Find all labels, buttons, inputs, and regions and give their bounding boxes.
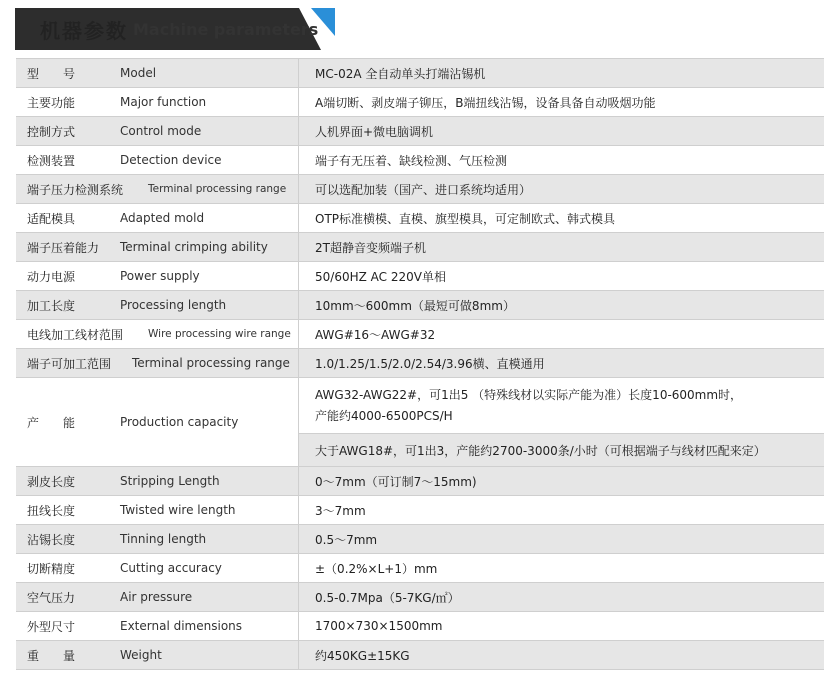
spec-row-processing-length xyxy=(16,291,824,320)
row-value: ±（0.2%×L+1）mm xyxy=(315,561,438,576)
row-label-zh: 电线加工线材范围 xyxy=(27,327,124,342)
title-en: Machine parameters xyxy=(133,19,319,39)
row-label-en: External dimensions xyxy=(120,619,243,633)
row-label-zh: 产 能 xyxy=(27,415,76,430)
spec-row-external-dimensions xyxy=(16,612,824,641)
row-label-zh: 端子可加工范围 xyxy=(27,356,112,371)
row-label-en: Production capacity xyxy=(120,415,239,429)
row-label-zh: 空气压力 xyxy=(27,590,76,605)
row-value: AWG#16～AWG#32 xyxy=(315,327,436,342)
row-label-zh: 扭线长度 xyxy=(27,503,76,518)
row-label-en: Wire processing wire range xyxy=(148,328,291,340)
row-label-en: Terminal processing range xyxy=(132,356,290,370)
row-label-en: Terminal crimping ability xyxy=(120,240,268,254)
spec-row-major-function xyxy=(16,88,824,117)
row-label-zh: 动力电源 xyxy=(27,269,76,284)
spec-row-air-pressure xyxy=(16,583,824,612)
row-label-zh: 端子压着能力 xyxy=(27,240,100,255)
row-label-zh: 适配模具 xyxy=(27,211,76,226)
row-label-en: Power supply xyxy=(120,269,200,283)
row-value: 10mm～600mm（最短可做8mm） xyxy=(315,298,515,313)
spec-row-terminal-range xyxy=(16,349,824,378)
row-label-en: Major function xyxy=(120,95,207,109)
row-label-zh: 剥皮长度 xyxy=(27,474,76,489)
capacity-line: 产能约4000-6500PCS/H xyxy=(315,408,453,423)
spec-row-pressure-detection xyxy=(16,175,824,204)
header-banner xyxy=(15,8,335,50)
row-label-zh: 沾锡长度 xyxy=(27,532,76,547)
row-label-zh: 加工长度 xyxy=(27,298,76,313)
spec-row-detection-device xyxy=(16,146,824,175)
spec-row-production-capacity xyxy=(16,378,824,467)
row-label-zh: 主要功能 xyxy=(27,95,76,110)
spec-row-stripping-length xyxy=(16,467,824,496)
row-label-zh: 重 量 xyxy=(27,648,76,663)
row-value: 50/60HZ AC 220V单相 xyxy=(315,269,446,284)
row-label-en: Terminal processing range xyxy=(148,183,287,195)
row-label-en: Adapted mold xyxy=(120,211,205,225)
row-value: OTP标准横模、直模、旗型模具，可定制欧式、韩式模具 xyxy=(315,211,616,226)
title-zh: 机器参数 xyxy=(40,18,128,43)
spec-row-control-mode xyxy=(16,117,824,146)
capacity-line: AWG32-AWG22#，可1出5 （特殊线材以实际产能为准）长度10-600mm时， xyxy=(315,387,743,402)
row-value: 3～7mm xyxy=(315,503,366,518)
row-value: 可以选配加装（国产、进口系统均适用） xyxy=(315,182,532,197)
row-label-en: Air pressure xyxy=(120,590,193,604)
row-label-en: Detection device xyxy=(120,153,222,167)
row-label-zh: 检测装置 xyxy=(27,153,76,168)
row-value: MC-02A 全自动单头打端沾锡机 xyxy=(315,66,486,81)
row-label-en: Tinning length xyxy=(120,532,207,546)
spec-row-tinning-length xyxy=(16,525,824,554)
row-label-zh: 型 号 xyxy=(27,66,76,81)
row-label-en: Control mode xyxy=(120,124,202,138)
row-label-zh: 端子压力检测系统 xyxy=(27,182,124,197)
row-value: 0～7mm（可订制7～15mm) xyxy=(315,474,477,489)
row-label-en: Weight xyxy=(120,648,162,662)
row-value: 2T超静音变频端子机 xyxy=(315,240,426,255)
row-value: 0.5-0.7Mpa（5-7KG/㎡） xyxy=(315,590,460,605)
spec-row-crimping-ability xyxy=(16,233,824,262)
spec-row-cutting-accuracy xyxy=(16,554,824,583)
spec-table xyxy=(16,58,824,670)
spec-row-twisted-length xyxy=(16,496,824,525)
row-label-en: Processing length xyxy=(120,298,227,312)
row-label-en: Cutting accuracy xyxy=(120,561,222,575)
row-label-zh: 控制方式 xyxy=(27,124,76,139)
spec-row-wire-range xyxy=(16,320,824,349)
capacity-value-2: 大于AWG18#，可1出3，产能约2700-3000条/小时（可根据端子与线材匹配来定） xyxy=(299,433,824,466)
row-value: 人机界面+微电脑调机 xyxy=(315,124,434,139)
spec-row-weight xyxy=(16,641,824,670)
spec-row-power-supply xyxy=(16,262,824,291)
row-value: 1.0/1.25/1.5/2.0/2.54/3.96横、直模通用 xyxy=(315,356,545,371)
row-label-zh: 外型尺寸 xyxy=(27,619,76,634)
row-value: 约450KG±15KG xyxy=(315,648,410,663)
spec-row-model xyxy=(16,59,824,88)
row-label-zh: 切断精度 xyxy=(27,561,76,576)
row-value: 1700×730×1500mm xyxy=(315,619,443,633)
row-label-en: Model xyxy=(120,66,157,80)
row-label-en: Stripping Length xyxy=(120,474,220,488)
spec-row-adapted-mold xyxy=(16,204,824,233)
row-value: 0.5～7mm xyxy=(315,532,378,547)
capacity-value-1 xyxy=(299,378,824,433)
row-label-en: Twisted wire length xyxy=(120,503,236,517)
row-value: 端子有无压着、缺线检测、气压检测 xyxy=(315,153,508,168)
row-value: A端切断、剥皮端子铆压，B端扭线沾锡，设备具备自动吸烟功能 xyxy=(315,95,656,110)
